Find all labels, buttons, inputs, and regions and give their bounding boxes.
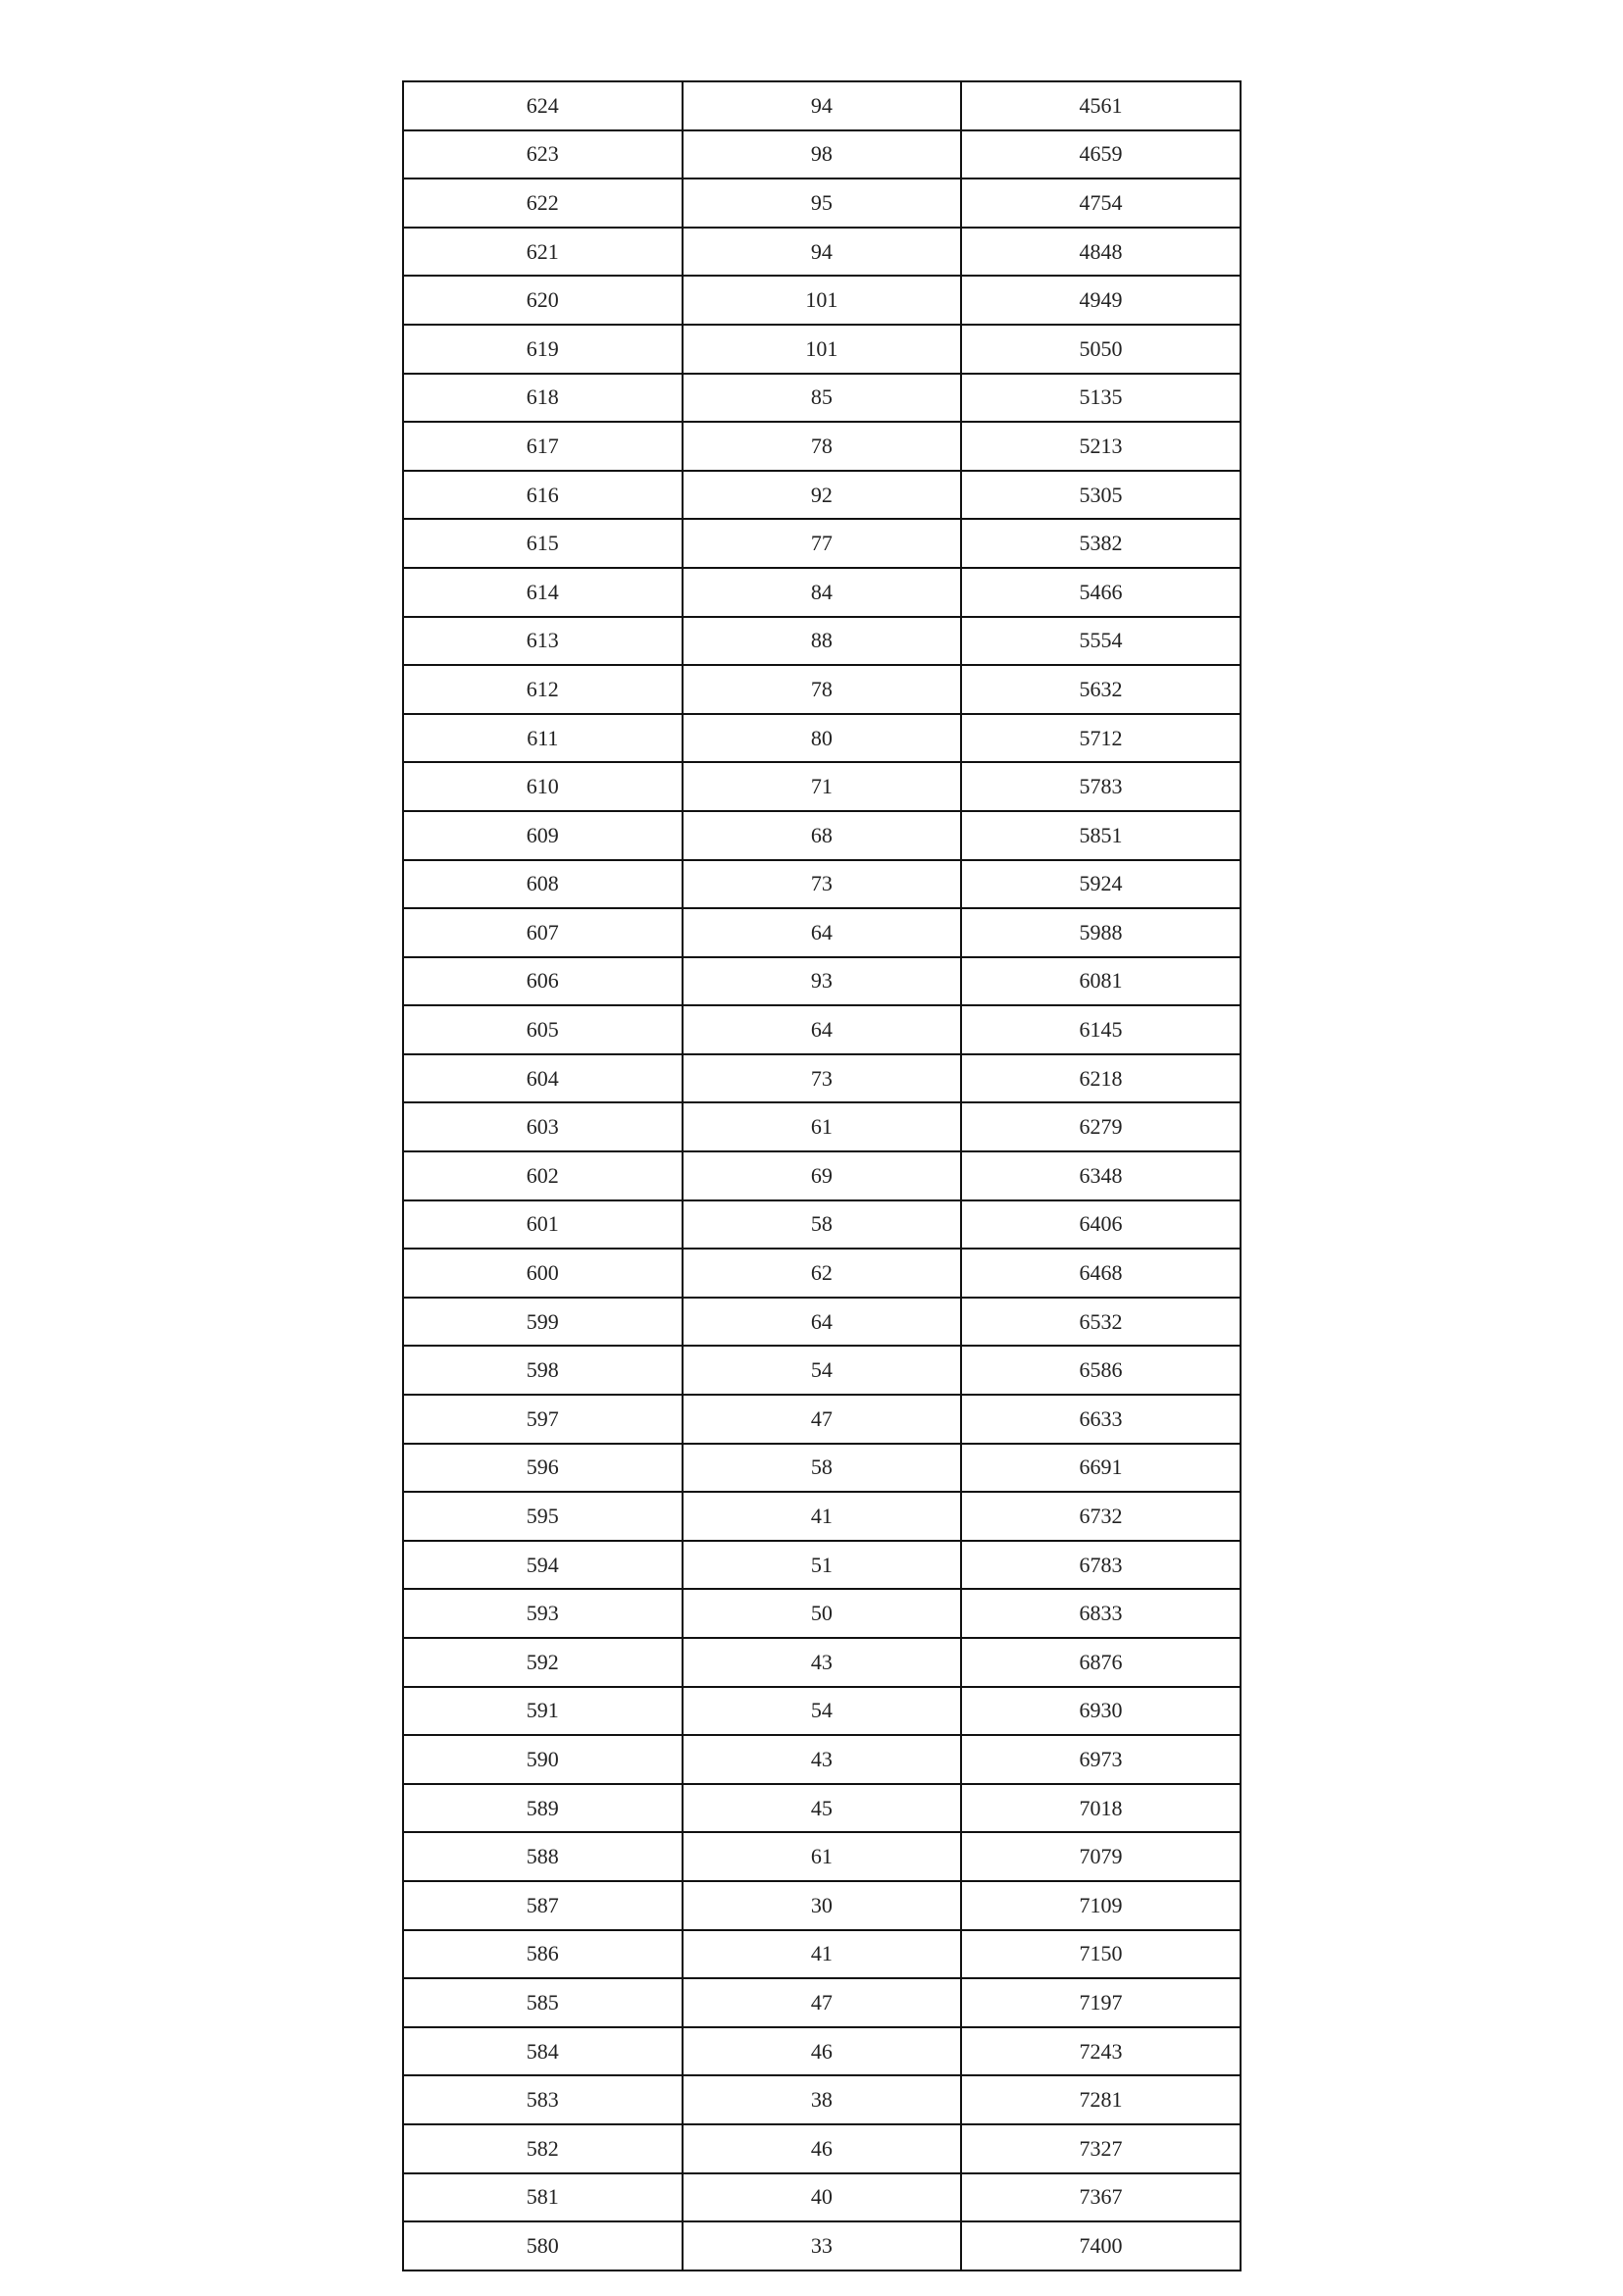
count-cell: 68 [683,811,962,860]
count-cell: 77 [683,519,962,568]
score-cell: 587 [403,1881,683,1930]
score-cell: 590 [403,1735,683,1784]
score-cell: 591 [403,1687,683,1736]
table-row [403,1930,1241,1979]
score-cell: 580 [403,2221,683,2270]
count-cell: 84 [683,568,962,617]
count-cell: 46 [683,2124,962,2173]
count-cell: 93 [683,957,962,1006]
score-cell: 605 [403,1005,683,1054]
count-cell: 78 [683,665,962,714]
cumulative-cell: 6930 [961,1687,1241,1736]
count-cell: 80 [683,714,962,763]
table-row [403,568,1241,617]
count-cell: 58 [683,1444,962,1493]
table-row [403,2027,1241,2076]
score-cell: 617 [403,422,683,471]
count-cell: 45 [683,1784,962,1833]
cumulative-cell: 5712 [961,714,1241,763]
table-row [403,665,1241,714]
score-cell: 620 [403,276,683,325]
table-row [403,2124,1241,2173]
score-cell: 593 [403,1589,683,1638]
cumulative-cell: 7400 [961,2221,1241,2270]
cumulative-cell: 6876 [961,1638,1241,1687]
score-cell: 619 [403,325,683,374]
cumulative-cell: 5924 [961,860,1241,909]
cumulative-cell: 7281 [961,2075,1241,2124]
cumulative-cell: 4949 [961,276,1241,325]
score-cell: 612 [403,665,683,714]
count-cell: 47 [683,1978,962,2027]
cumulative-cell: 6833 [961,1589,1241,1638]
score-cell: 621 [403,228,683,277]
count-cell: 64 [683,1298,962,1347]
score-cell: 609 [403,811,683,860]
cumulative-cell: 6468 [961,1249,1241,1298]
count-cell: 51 [683,1541,962,1590]
cumulative-cell: 4754 [961,179,1241,228]
cumulative-cell: 5135 [961,374,1241,423]
table-row [403,325,1241,374]
table-row [403,1784,1241,1833]
cumulative-cell: 6218 [961,1054,1241,1103]
table-row [403,374,1241,423]
score-cell: 604 [403,1054,683,1103]
cumulative-cell: 6633 [961,1395,1241,1444]
count-cell: 61 [683,1102,962,1151]
cumulative-cell: 6406 [961,1200,1241,1250]
table-row [403,957,1241,1006]
score-cell: 611 [403,714,683,763]
table-row [403,422,1241,471]
table-row [403,1054,1241,1103]
score-cell: 583 [403,2075,683,2124]
score-cell: 600 [403,1249,683,1298]
table-row [403,1638,1241,1687]
score-cell: 613 [403,617,683,666]
table-row [403,762,1241,811]
count-cell: 40 [683,2173,962,2222]
cumulative-cell: 7197 [961,1978,1241,2027]
count-cell: 54 [683,1687,962,1736]
count-cell: 38 [683,2075,962,2124]
table-row [403,228,1241,277]
table-row [403,1832,1241,1881]
table-row [403,1298,1241,1347]
table-row [403,81,1241,130]
cumulative-cell: 6532 [961,1298,1241,1347]
table-row [403,1200,1241,1250]
count-cell: 85 [683,374,962,423]
score-cell: 608 [403,860,683,909]
table-row [403,2221,1241,2270]
table-row [403,519,1241,568]
table-row [403,276,1241,325]
cumulative-cell: 7018 [961,1784,1241,1833]
table-row [403,130,1241,179]
table-row [403,714,1241,763]
cumulative-cell: 7079 [961,1832,1241,1881]
count-cell: 73 [683,860,962,909]
count-cell: 73 [683,1054,962,1103]
score-cell: 614 [403,568,683,617]
score-cell: 598 [403,1346,683,1395]
score-cell: 596 [403,1444,683,1493]
count-cell: 94 [683,81,962,130]
count-cell: 47 [683,1395,962,1444]
score-cell: 597 [403,1395,683,1444]
score-cell: 585 [403,1978,683,2027]
score-cell: 610 [403,762,683,811]
count-cell: 64 [683,908,962,957]
score-cell: 595 [403,1492,683,1541]
table-row [403,617,1241,666]
cumulative-cell: 7109 [961,1881,1241,1930]
count-cell: 30 [683,1881,962,1930]
count-cell: 98 [683,130,962,179]
count-cell: 92 [683,471,962,520]
score-cell: 584 [403,2027,683,2076]
table-row [403,179,1241,228]
score-cell: 602 [403,1151,683,1200]
cumulative-cell: 6586 [961,1346,1241,1395]
table-row [403,811,1241,860]
cumulative-cell: 5050 [961,325,1241,374]
score-distribution-table [402,80,1242,2271]
cumulative-cell: 6691 [961,1444,1241,1493]
cumulative-cell: 5305 [961,471,1241,520]
table-row [403,1151,1241,1200]
count-cell: 88 [683,617,962,666]
table-row [403,1249,1241,1298]
count-cell: 61 [683,1832,962,1881]
score-cell: 601 [403,1200,683,1250]
count-cell: 43 [683,1638,962,1687]
cumulative-cell: 6145 [961,1005,1241,1054]
table-row [403,1346,1241,1395]
score-cell: 615 [403,519,683,568]
score-cell: 581 [403,2173,683,2222]
table-row [403,2075,1241,2124]
count-cell: 54 [683,1346,962,1395]
count-cell: 71 [683,762,962,811]
count-cell: 46 [683,2027,962,2076]
score-cell: 624 [403,81,683,130]
cumulative-cell: 6973 [961,1735,1241,1784]
count-cell: 95 [683,179,962,228]
cumulative-cell: 5988 [961,908,1241,957]
cumulative-cell: 4659 [961,130,1241,179]
score-cell: 582 [403,2124,683,2173]
table-row [403,1005,1241,1054]
cumulative-cell: 4848 [961,228,1241,277]
score-cell: 616 [403,471,683,520]
table-row [403,2173,1241,2222]
count-cell: 50 [683,1589,962,1638]
cumulative-cell: 6732 [961,1492,1241,1541]
cumulative-cell: 5783 [961,762,1241,811]
cumulative-cell: 5213 [961,422,1241,471]
table-row [403,860,1241,909]
count-cell: 69 [683,1151,962,1200]
cumulative-cell: 6279 [961,1102,1241,1151]
score-cell: 599 [403,1298,683,1347]
count-cell: 58 [683,1200,962,1250]
table-row [403,1395,1241,1444]
count-cell: 41 [683,1492,962,1541]
cumulative-cell: 7327 [961,2124,1241,2173]
count-cell: 33 [683,2221,962,2270]
cumulative-cell: 6783 [961,1541,1241,1590]
score-cell: 589 [403,1784,683,1833]
score-cell: 586 [403,1930,683,1979]
table-row [403,1541,1241,1590]
cumulative-cell: 4561 [961,81,1241,130]
count-cell: 64 [683,1005,962,1054]
cumulative-cell: 5851 [961,811,1241,860]
score-cell: 622 [403,179,683,228]
count-cell: 41 [683,1930,962,1979]
count-cell: 94 [683,228,962,277]
count-cell: 43 [683,1735,962,1784]
table-row [403,471,1241,520]
table-row [403,908,1241,957]
count-cell: 62 [683,1249,962,1298]
score-cell: 618 [403,374,683,423]
count-cell: 78 [683,422,962,471]
cumulative-cell: 5632 [961,665,1241,714]
table-row [403,1881,1241,1930]
score-cell: 603 [403,1102,683,1151]
table-row [403,1735,1241,1784]
cumulative-cell: 6348 [961,1151,1241,1200]
score-cell: 606 [403,957,683,1006]
count-cell: 101 [683,276,962,325]
cumulative-cell: 7243 [961,2027,1241,2076]
score-cell: 607 [403,908,683,957]
score-cell: 594 [403,1541,683,1590]
table-row [403,1589,1241,1638]
table-row [403,1444,1241,1493]
count-cell: 101 [683,325,962,374]
cumulative-cell: 5466 [961,568,1241,617]
table-row [403,1492,1241,1541]
score-cell: 588 [403,1832,683,1881]
cumulative-cell: 5554 [961,617,1241,666]
table-row [403,1978,1241,2027]
table-row [403,1102,1241,1151]
table-row [403,1687,1241,1736]
cumulative-cell: 7150 [961,1930,1241,1979]
score-cell: 623 [403,130,683,179]
cumulative-cell: 6081 [961,957,1241,1006]
cumulative-cell: 5382 [961,519,1241,568]
cumulative-cell: 7367 [961,2173,1241,2222]
score-cell: 592 [403,1638,683,1687]
table-body [403,81,1241,2270]
